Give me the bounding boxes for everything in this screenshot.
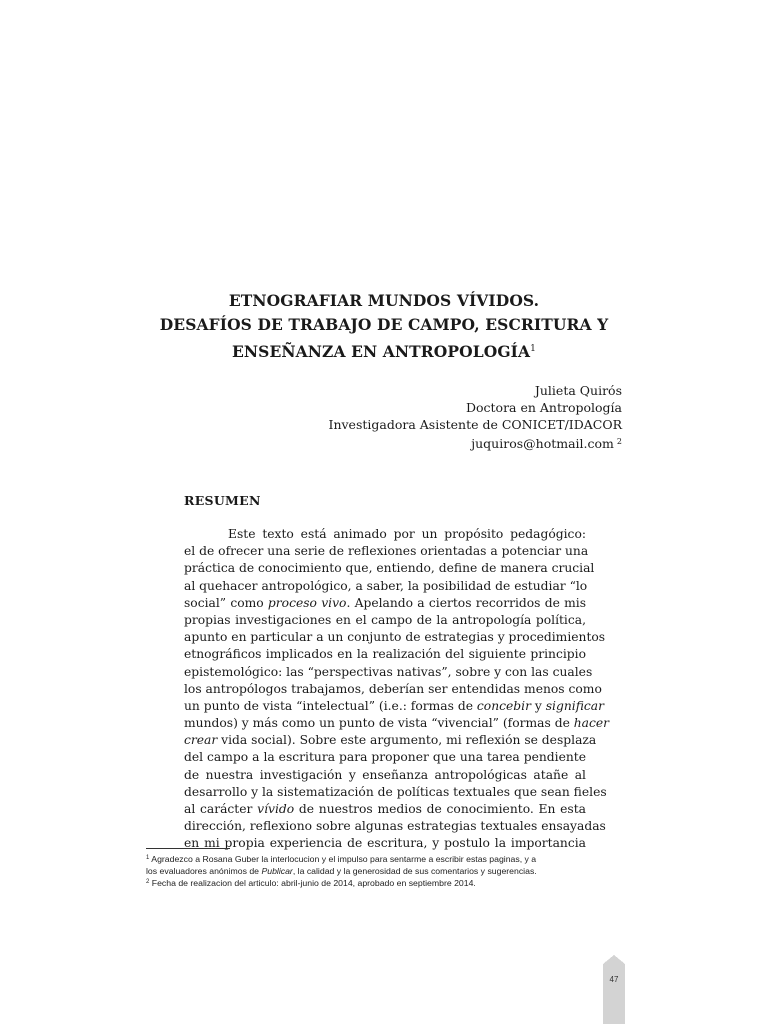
abstract-line-18: dirección, reflexiono sobre algunas estrategias textuales ensayadas [184,819,606,834]
page-tab-notch [603,955,625,964]
abstract-line-17 [184,801,586,818]
footnote-1-line-1 [146,853,616,866]
abstract-line-11-mid: y [530,698,546,713]
abstract-line-17-italic: vívido [257,802,295,816]
abstract-line-13-italic: crear [184,733,218,748]
author-email-row [329,433,623,452]
title-line-3-text: ENSEÑANZA EN ANTROPOLOGÍA [232,342,531,361]
title-line-1: ETNOGRAFIAR MUNDOS VÍVIDOS. [228,291,540,310]
footnote-1-line-2 [146,866,616,878]
abstract-line-11 [184,698,605,715]
author-position: Investigadora Asistente de CONICET/IDACOR [328,417,622,432]
abstract-line-17-b: de nuestros medios de conocimiento. En esta [294,802,586,816]
footnote-2 [146,877,616,890]
abstract-line-10: los antropólogos trabajamos, deberían ser entendidas menos como [184,681,602,696]
author-email: juquiros@hotmail.com [471,436,614,451]
abstract-heading: RESUMEN [184,493,261,508]
abstract-line-13 [184,732,597,749]
abstract-line-8: etnográficos implicados en la realización del siguiente principio [184,647,586,662]
abstract-line-9: epistemológico: las “perspectivas nativas”, sobre y con las cuales [184,664,593,679]
abstract-line-4: al quehacer antropológico, a saber, la posibilidad de estudiar “lo [184,578,588,593]
page-number-tab [603,955,625,1024]
title-footnote-mark: 1 [530,344,536,354]
author-footnote-mark: 2 [616,437,622,446]
title-line-2: DESAFÍOS DE TRABAJO DE CAMPO, ESCRITURA Y [159,315,609,334]
abstract-line-2: el de ofrecer una serie de reflexiones orientadas a potenciar una [184,544,589,559]
abstract-line-17-a: al carácter [184,802,258,816]
abstract-line-7: apunto en particular a un conjunto de estrategias y procedimientos [184,630,606,645]
footnote-2-text: Fecha de realizacion del articulo: abril-junio de 2014, aprobado en septiembre 2014. [149,878,476,888]
footnote-2-mark: 2 [146,879,150,885]
author-block [329,382,623,452]
abstract-line-5 [184,595,586,612]
abstract-line-15: de nuestra investigación y enseñanza antropológicas atañe al [184,767,586,782]
author-name: Julieta Quirós [534,383,622,398]
abstract-line-14: del campo a la escritura para proponer que una tarea pendiente [184,750,586,765]
footnote-1-text-a: Agradezco a Rosana Guber la interlocucion y el impulso para sentarme a escribir estas paginas, y a [149,854,537,864]
footnote-1-text-c: , la calidad y la generosidad de sus comentarios y sugerencias. [292,865,537,876]
abstract-line-11-a: un punto de vista “intelectual” (i.e.: formas de [184,698,477,713]
abstract-line-6: propias investigaciones en el campo de la antropología política, [184,612,586,627]
abstract-line-19: en mi propia experiencia de escritura, y postulo la importancia [184,836,586,851]
abstract-line-3: práctica de conocimiento que, entiendo, define de manera crucial [184,561,595,576]
footnotes [146,853,616,890]
page-number: 47 [609,975,619,984]
abstract-line-12 [184,715,610,732]
title-line-3 [150,337,618,364]
footnote-divider [146,848,230,849]
footnote-1-text-b: los evaluadores anónimos de [146,865,262,876]
abstract-line-13-b: vida social). Sobre este argumento, mi reflexión se desplaza [217,733,597,748]
abstract-body [184,526,610,853]
abstract-line-11-italic-1: concebir [476,698,531,713]
abstract-line-5-italic: proceso vivo [267,595,347,610]
footnote-1-mark: 1 [146,855,150,861]
article-title [150,289,618,364]
footnote-1-italic: Publicar [261,865,293,876]
author-degree: Doctora en Antropología [465,400,622,415]
abstract-line-16: desarrollo y la sistematización de políticas textuales que sean fieles [184,784,607,799]
abstract-line-11-italic-2: significar [545,698,605,713]
abstract-line-1: Este texto está animado por un propósito pedagógico: [228,527,586,541]
abstract-line-5-a: social” como [184,595,268,610]
abstract-line-12-italic: hacer [573,716,610,731]
abstract-line-12-a: mundos) y más como un punto de vista “vivencial” (formas de [184,716,574,731]
abstract-line-5-b: . Apelando a ciertos recorridos de mis [346,595,587,610]
